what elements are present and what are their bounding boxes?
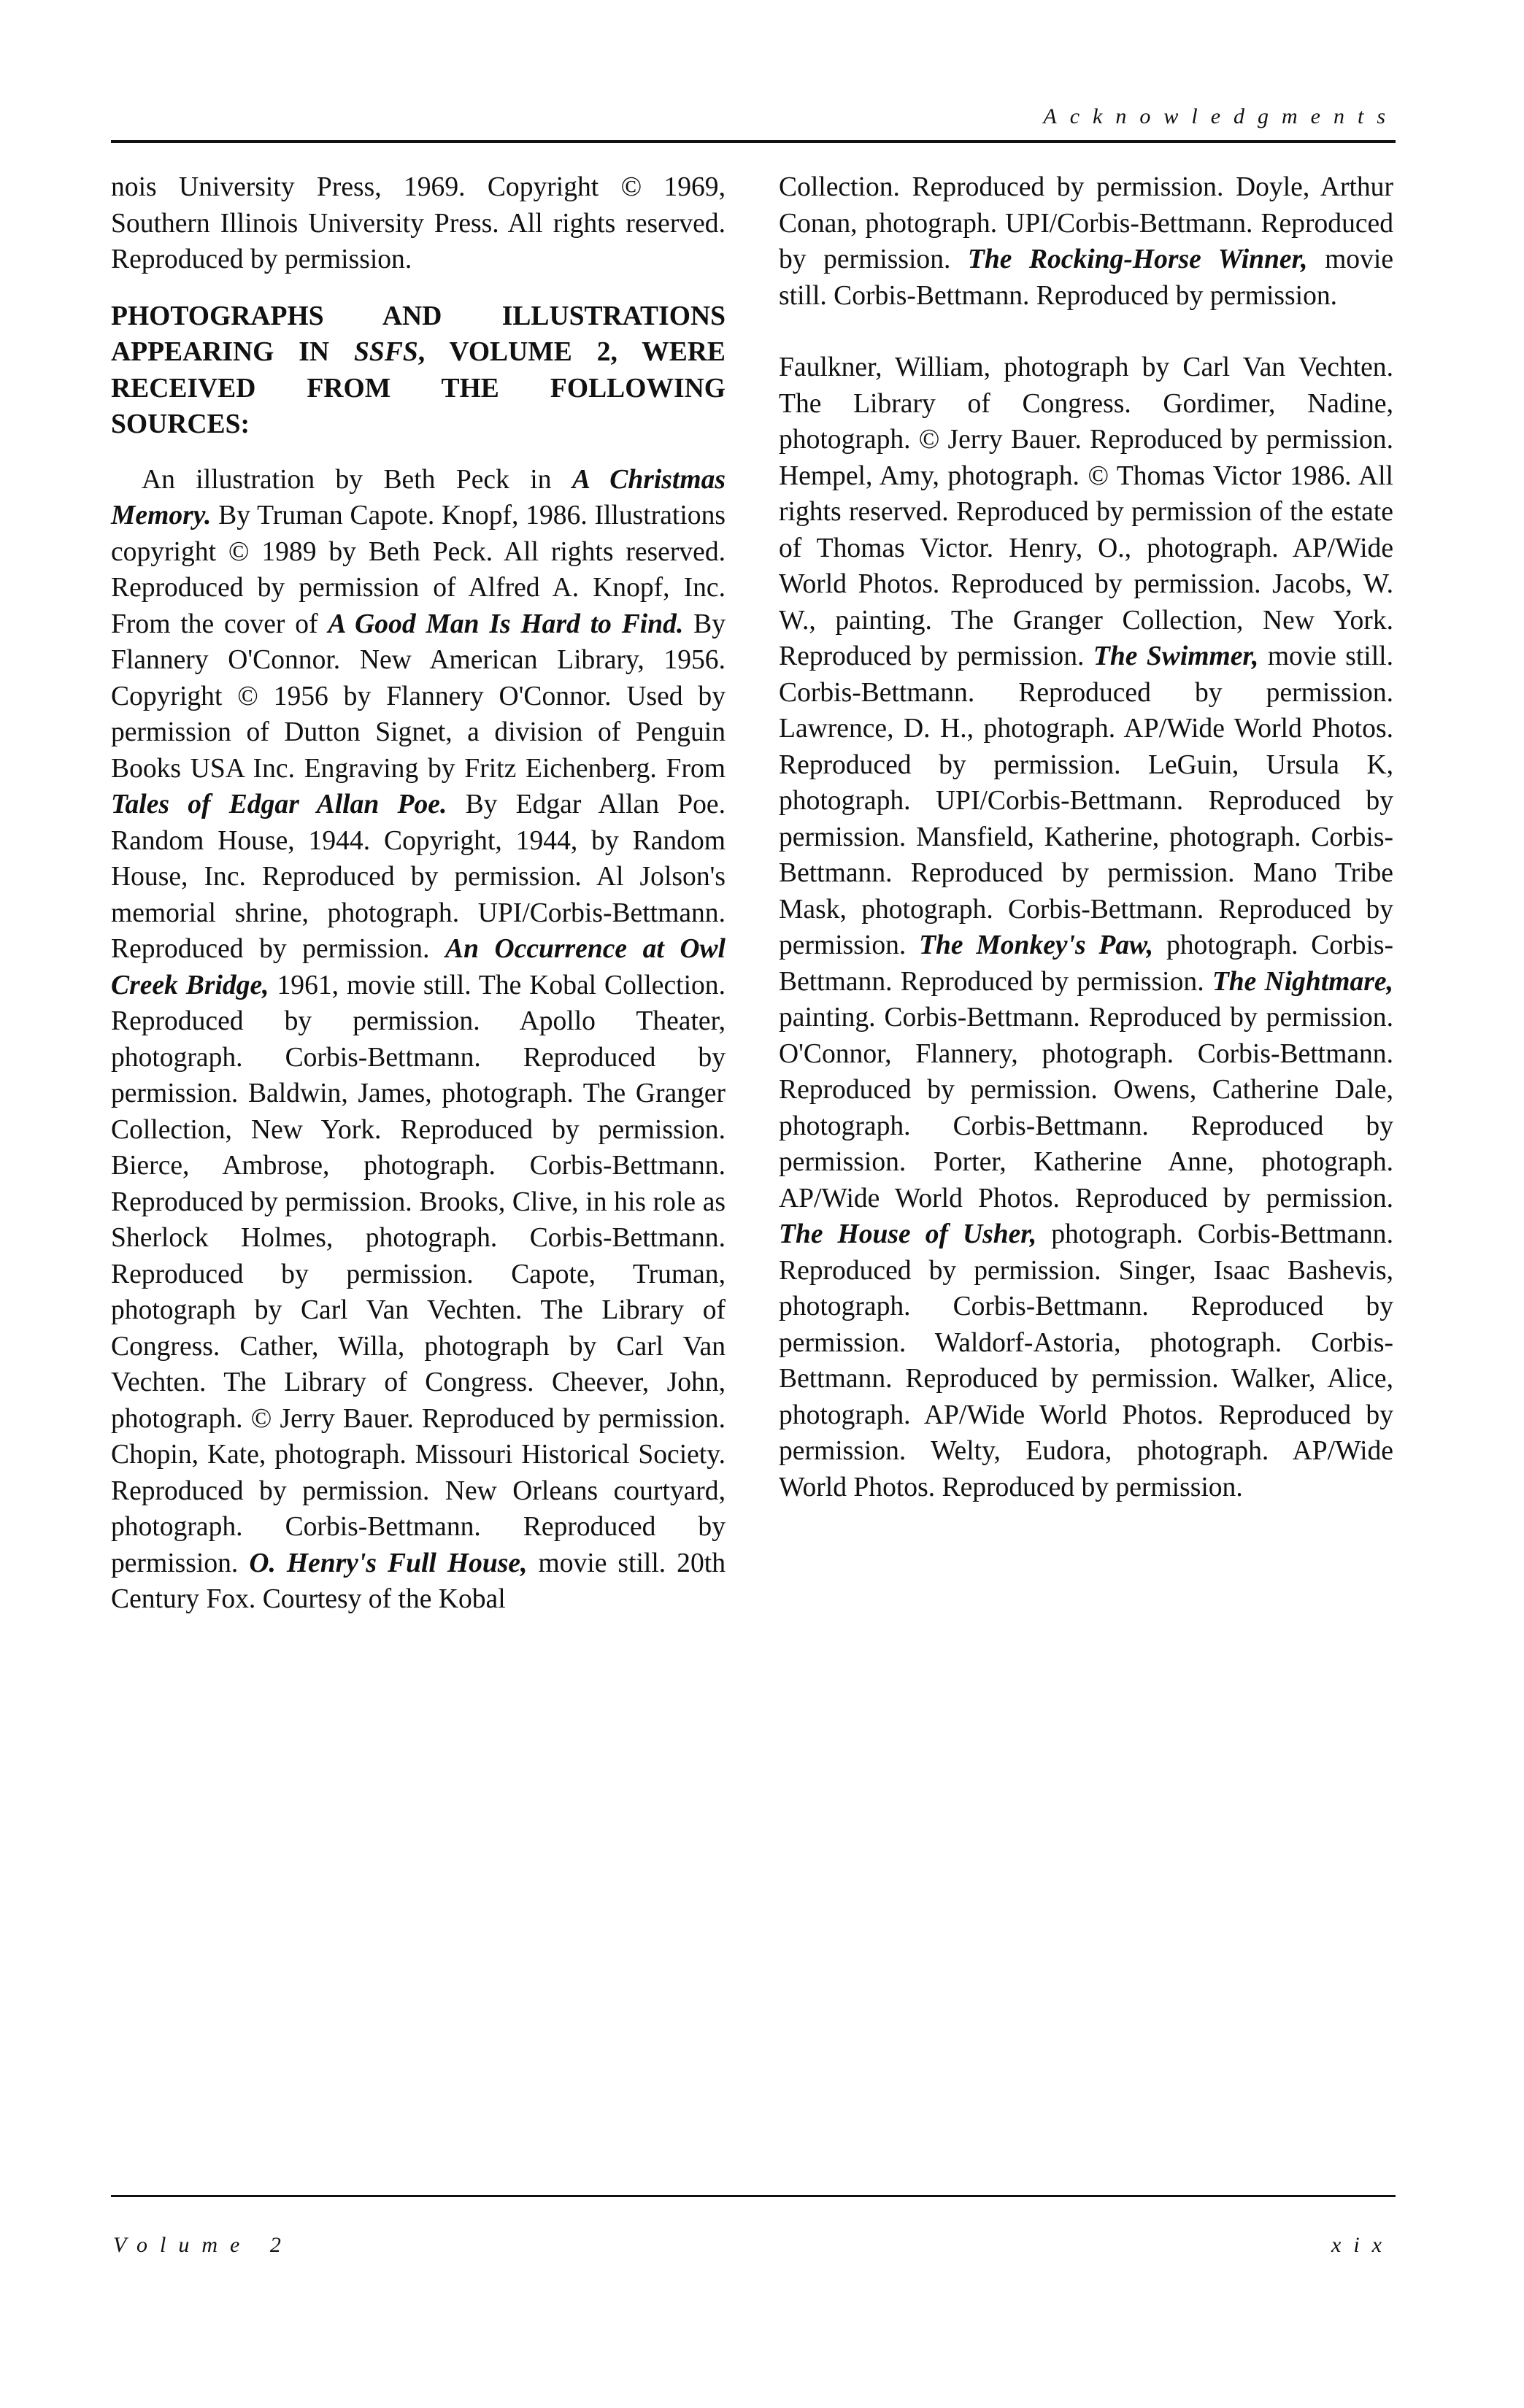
right-paragraph-1 [779,169,1393,314]
entry-text: photograph. Corbis-Bettmann. Reproduced by permission. Singer, Isaac Bashevis, photograph. Corbis-Bettmann. Reproduced by permission. Waldorf-Astoria, photograph. Corbis-Bettmann. Reproduced by permission. Walker, Alice, photograph. AP/Wide World Photos. Reproduced by permission. Welty, Eudora, photograph. AP/Wide World Photos. Reproduced by permission. [779,1219,1393,1502]
entry-text: painting. Corbis-Bettmann. Reproduced by permission. O'Connor, Flannery, photograph. Corbis-Bettmann. Reproduced by permission. Owens, Catherine Dale, photograph. Corbis-Bettmann. Reproduced by permission. Porter, Katherine Anne, photograph. AP/Wide World Photos. Reproduced by permission. [779,1003,1393,1213]
work-title: The House of Usher, [779,1219,1037,1249]
section-heading-series: SSFS [354,337,418,367]
work-title: The Rocking-Horse Winner, [967,244,1308,274]
work-title: The Swimmer, [1093,641,1259,671]
entry-text: By Edgar Allan Poe. Random House, 1944. Copyright, 1944, by Random House, Inc. Reproduced by permission. Al Jolson's memorial shrine, photograph. UPI/Corbis-Bettmann. Reproduced by permission. [111,790,726,964]
work-title: An Occurrence at Owl Creek Bridge, [111,934,726,1000]
section-heading-after: , VOLUME 2, WERE RECEIVED FROM THE FOLLOWING SOURCES: [111,337,726,439]
sources-paragraph [111,462,726,1618]
right-column [779,169,1393,1505]
entry-text: An illustration by Beth Peck in [142,464,572,495]
work-title: The Nightmare, [1212,966,1393,997]
page-number: xix [1331,2233,1394,2257]
work-title: O. Henry's Full House, [249,1548,528,1578]
entry-text: movie still. Corbis-Bettmann. Reproduced by permission. [779,244,1393,311]
entry-text: movie still. 20th Century Fox. Courtesy of the Kobal [111,1548,726,1614]
work-title: A Good Man Is Hard to Find. [328,609,684,639]
entry-text: Collection. Reproduced by permission. Doyle, Arthur Conan, photograph. UPI/Corbis-Bettmann. Reproduced by permission. [779,172,1393,274]
entry-text: movie still. Corbis-Bettmann. Reproduced by permission. Lawrence, D. H., photograph. AP/Wide World Photos. Reproduced by permission. LeGuin, Ursula K, photograph. UPI/Corbis-Bettmann. Reproduced by permission. Mansfield, Katherine, photograph. Corbis-Bettmann. Reproduced by permission. Mano Tribe Mask, photograph. Corbis-Bettmann. Reproduced by permission. [779,641,1394,960]
footer-rule [111,2195,1396,2197]
entry-text: By Truman Capote. Knopf, 1986. Illustrations copyright © 1989 by Beth Peck. All rights reserved. Reproduced by permission of Alfred A. Knopf, Inc. From the cover of [111,501,726,639]
header-rule [111,140,1396,143]
entry-text: photograph. Corbis-Bettmann. Reproduced by permission. [779,930,1393,997]
work-title: The Monkey's Paw, [919,930,1154,960]
entry-text: Faulkner, William, photograph by Carl Van Vechten. The Library of Congress. Gordimer, Nadine, photograph. © Jerry Bauer. Reproduced by permission. Hempel, Amy, photograph. © Thomas Victor 1986. All rights reserved. Reproduced by permission of the estate of Thomas Victor. Henry, O., photograph. AP/Wide World Photos. Reproduced by permission. Jacobs, W. W., painting. The Granger Collection, New York. Reproduced by permission. [779,352,1393,671]
section-heading-before: PHOTOGRAPHS AND ILLUSTRATIONS APPEARING IN [111,301,726,367]
entry-text: 1961, movie still. The Kobal Collection. Reproduced by permission. Apollo Theater, photograph. Corbis-Bettmann. Reproduced by permission. Baldwin, James, photograph. The Granger Collection, New York. Reproduced by permission. Bierce, Ambrose, photograph. Corbis-Bettmann. Reproduced by permission. Brooks, Clive, in his role as Sherlock Holmes, photograph. Corbis-Bettmann. Reproduced by permission. Capote, Truman, photograph by Carl Van Vechten. The Library of Congress. Cather, Willa, photograph by Carl Van Vechten. The Library of Congress. Cheever, John, photograph. © Jerry Bauer. Reproduced by permission. Chopin, Kate, photograph. Missouri Historical Society. Reproduced by permission. New Orleans courtyard, photograph. Corbis-Bettmann. Reproduced by permission. [111,970,726,1578]
volume-label: Volume 2 [113,2233,293,2257]
entry-text: By Flannery O'Connor. New American Library, 1956. Copyright © 1956 by Flannery O'Connor. Used by permission of Dutton Signet, a division of Penguin Books USA Inc. Engraving by Fritz Eichenberg. From [111,609,726,784]
work-title: A Christmas Memory. [111,464,726,530]
work-title: Tales of Edgar Allan Poe. [111,790,447,819]
continuation-paragraph: nois University Press, 1969. Copyright © 1969, Southern Illinois University Press. All rights reserved. Reproduced by permission. [111,172,726,274]
right-paragraph-2 [779,350,1393,1505]
section-heading [111,298,726,443]
running-head: Acknowledgments [1043,104,1398,128]
left-column [111,169,726,1618]
